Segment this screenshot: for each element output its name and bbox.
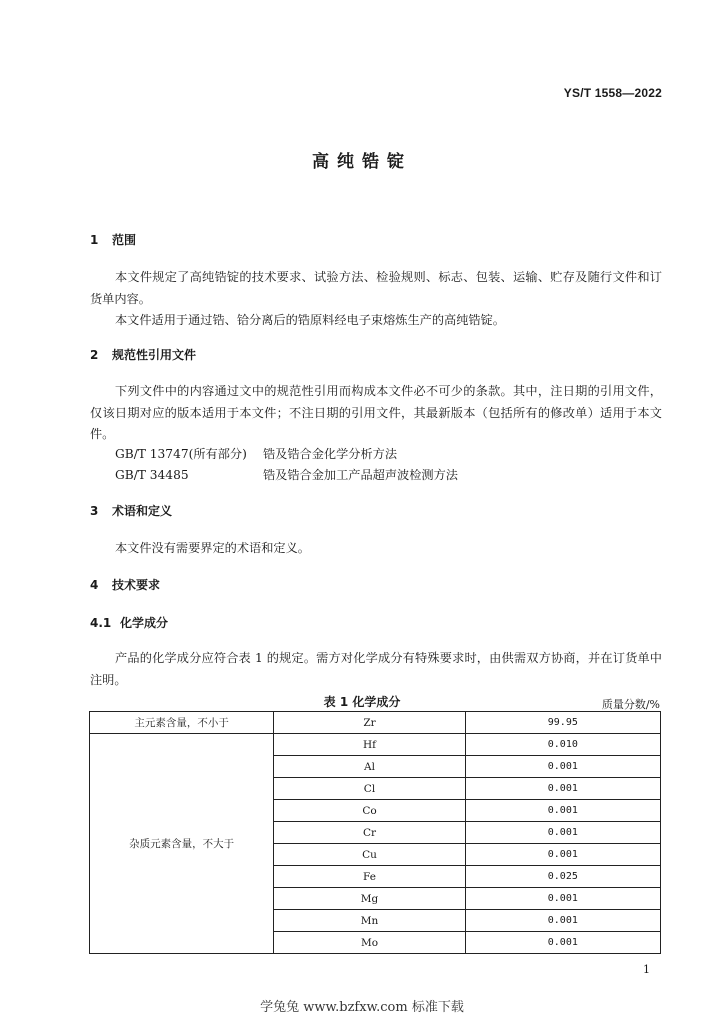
reference-title: 锆及锆合金加工产品超声波检测方法	[263, 468, 458, 482]
value-cell: 0.001	[465, 844, 660, 866]
element-cell: Cr	[274, 822, 465, 844]
table-row	[90, 712, 661, 734]
element-cell: Cu	[274, 844, 465, 866]
document-title: 高纯锆锭	[312, 152, 412, 172]
section-number: 4	[90, 578, 99, 592]
section-3-heading	[90, 502, 172, 519]
reference-item	[115, 445, 397, 462]
main-element-label: 主元素含量，不小于	[90, 712, 274, 734]
section-4-1-heading	[90, 614, 168, 631]
reference-code: GB/T 34485	[115, 468, 189, 482]
section-1-heading	[90, 231, 136, 248]
section-title: 规范性引用文件	[112, 348, 197, 362]
section-title: 范围	[112, 233, 137, 247]
value-cell: 0.001	[465, 822, 660, 844]
watermark-text: 学兔兔 www.bzfxw.com 标准下载	[260, 1000, 464, 1015]
section-title: 技术要求	[112, 578, 161, 592]
chemical-composition-table	[89, 711, 661, 954]
element-cell: Al	[274, 756, 465, 778]
value-cell: 0.010	[465, 734, 660, 756]
value-cell: 0.001	[465, 888, 660, 910]
section-1-paragraph-2: 本文件适用于通过锆、铪分离后的锆原料经电子束熔炼生产的高纯锆锭。	[115, 313, 505, 327]
reference-code: GB/T 13747(所有部分)	[115, 447, 247, 461]
standard-number: YS/T 1558—2022	[563, 86, 662, 100]
element-cell: Mg	[274, 888, 465, 910]
section-title: 术语和定义	[112, 504, 173, 518]
value-cell: 0.001	[465, 756, 660, 778]
value-cell: 0.001	[465, 800, 660, 822]
impurity-label: 杂质元素含量，不大于	[90, 734, 274, 954]
section-1-paragraph-1: 本文件规定了高纯锆锭的技术要求、试验方法、检验规则、标志、包装、运输、贮存及随行文件和订货单内容。	[90, 270, 662, 306]
element-cell: Hf	[274, 734, 465, 756]
section-number: 3	[90, 504, 99, 518]
page-number: 1	[643, 963, 650, 976]
section-3-paragraph-1: 本文件没有需要界定的术语和定义。	[115, 541, 310, 555]
reference-title: 锆及锆合金化学分析方法	[263, 447, 398, 461]
section-4-1-paragraph-1: 产品的化学成分应符合表 1 的规定。需方对化学成分有特殊要求时，由供需双方协商，并在订货单中注明。	[90, 651, 662, 687]
section-2-paragraph-1: 下列文件中的内容通过文中的规范性引用而构成本文件必不可少的条款。其中，注日期的引用文件，仅该日期对应的版本适用于本文件；不注日期的引用文件，其最新版本（包括所有的修改单）适用于本文件。	[90, 384, 662, 441]
section-number: 2	[90, 348, 99, 362]
element-cell: Zr	[274, 712, 465, 734]
value-cell: 0.025	[465, 866, 660, 888]
section-4-heading	[90, 576, 160, 593]
element-cell: Co	[274, 800, 465, 822]
value-cell: 0.001	[465, 778, 660, 800]
table-unit: 质量分数/%	[601, 698, 660, 711]
value-cell: 0.001	[465, 932, 660, 954]
reference-item	[115, 466, 458, 483]
table-row	[90, 734, 661, 756]
section-number: 1	[90, 233, 99, 247]
section-2-heading	[90, 346, 196, 363]
element-cell: Mo	[274, 932, 465, 954]
value-cell: 99.95	[465, 712, 660, 734]
element-cell: Fe	[274, 866, 465, 888]
element-cell: Mn	[274, 910, 465, 932]
section-title: 化学成分	[120, 616, 169, 630]
section-number: 4.1	[90, 616, 112, 630]
value-cell: 0.001	[465, 910, 660, 932]
table-caption: 表 1 化学成分	[323, 695, 401, 709]
element-cell: Cl	[274, 778, 465, 800]
